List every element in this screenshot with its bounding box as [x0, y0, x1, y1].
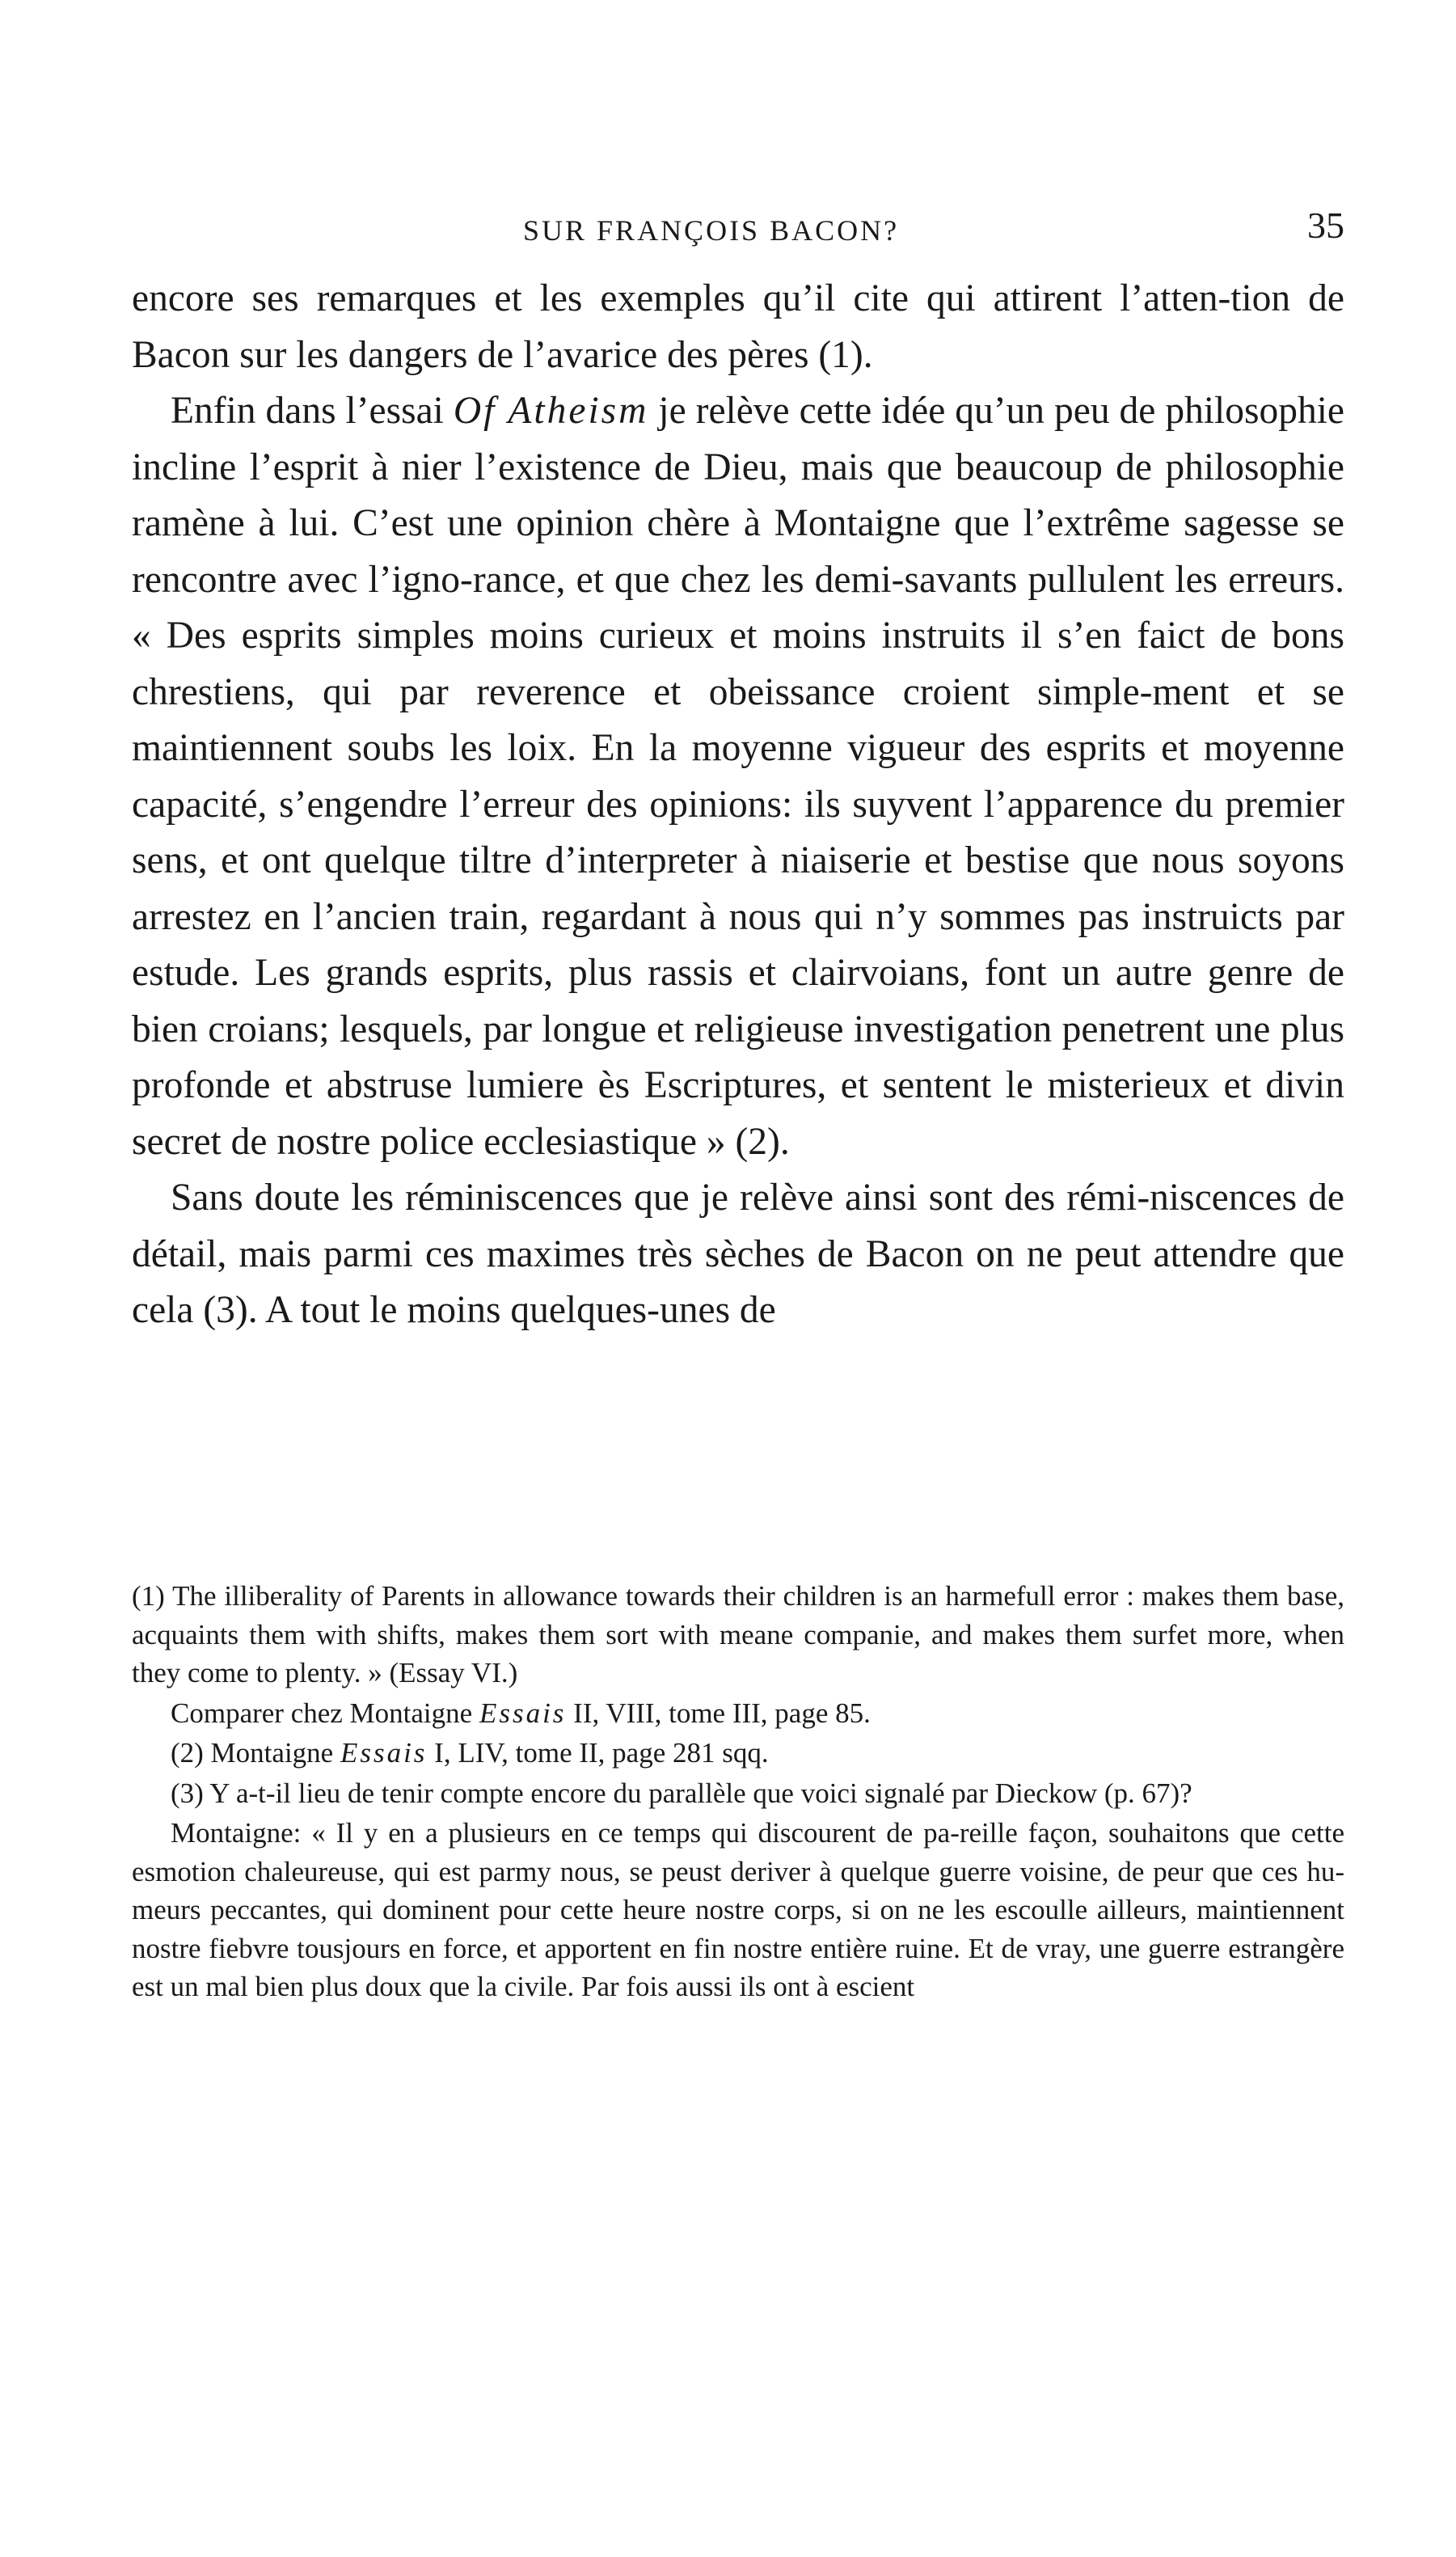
footnote-3: (3) Y a-t-il lieu de tenir compte encore du parallèle que voici signalé par Dieckow (p. 67)? — [171, 1777, 1192, 1809]
page-number: 35 — [1307, 205, 1344, 246]
paragraph-reminiscences: Sans doute les réminiscences que je relève ainsi sont des rémi-niscences de détail, mais parmi ces maximes très sèches de Bacon on ne peut attendre que cela (3). A tout le moins quelques-unes de — [132, 1177, 1344, 1331]
footnotes — [132, 1577, 1344, 2006]
paragraph-atheism-text: je relève cette idée qu’un peu de philosophie incline l’esprit à nier l’existence de Dieu, mais que beaucoup de philosophie ramène à lui. C’est une opinion chère à Montaigne que l’extrême sagesse se rencontre avec l’igno-rance, et que chez les demi-savants pullulent les erreurs. « Des esprits simples moins curieux et moins instruits il s’en faict de bons chrestiens, qui par reverence et obeissance croient simple-ment et se maintiennent soubs les loix. En la moyenne vigueur des esprits et moyenne capacité, s’engendre l’erreur des opinions: ils suyvent l’apparence du premier sens, et ont quelque tiltre d’interpreter à niaiserie et bestise que nous soyons arrestez en l’ancien train, regardant à nous qui n’y sommes pas instruicts par estude. Les grands esprits, plus rassis et clairvoians, font un autre genre de bien croians; lesquels, par longue et religieuse investigation penetrent une plus profonde et abstruse lumiere ès Escriptures, et sentent le misterieux et divin secret de nostre police ecclesiastique » (2). — [132, 390, 1344, 1163]
main-text — [132, 271, 1344, 1339]
paragraph-continuation: encore ses remarques et les exemples qu’il cite qui attirent l’atten-tion de Bacon sur les dangers de l’avarice des pères (1). — [132, 277, 1344, 376]
footnote-2-ref: I, LIV, tome II, page 281 sqq. — [427, 1737, 769, 1769]
footnote-2-lead: (2) Montaigne — [171, 1737, 340, 1769]
running-title: SUR FRANÇOIS BACON? — [523, 214, 900, 247]
footnote-1: (1) The illiberality of Parents in allowance towards their children is an harmefull error : makes them base, acquaints them with shifts, makes them sort with meane companie, and makes them surfet more, when they come to plenty. » (Essay VI.) — [132, 1580, 1344, 1688]
footnote-1-comparison — [132, 1694, 1344, 1733]
paragraph-atheism — [132, 383, 1344, 1170]
footnote-1-comparison-ref: II, VIII, tome III, page 85. — [566, 1697, 871, 1729]
footnote-2 — [132, 1734, 1344, 1773]
footnote-1-essais-title: Essais — [479, 1697, 567, 1729]
footnote-3-quotation: Montaigne: « Il y en a plusieurs en ce temps qui discourent de pa-reille façon, souhaitons que cette esmotion chaleureuse, qui est parmy nous, se peust deriver à quelque guerre voisine, de peur que ces hu-meurs peccantes, qui dominent pour cette heure nostre corps, si on ne les escoulle ailleurs, maintiennent nostre fiebvre tousjours en force, et apportent en fin nostre entière ruine. Et de vray, une guerre estrangère est un mal bien plus doux que la civile. Par fois aussi ils ont à escient — [132, 1817, 1344, 2002]
paragraph-atheism-lead: Enfin dans l’essai — [171, 390, 454, 432]
footnote-1-comparison-lead: Comparer chez Montaigne — [171, 1697, 479, 1729]
running-head — [132, 204, 1344, 260]
essay-title-of-atheism: Of Atheism — [453, 390, 649, 432]
footnote-2-essais-title: Essais — [340, 1737, 428, 1769]
